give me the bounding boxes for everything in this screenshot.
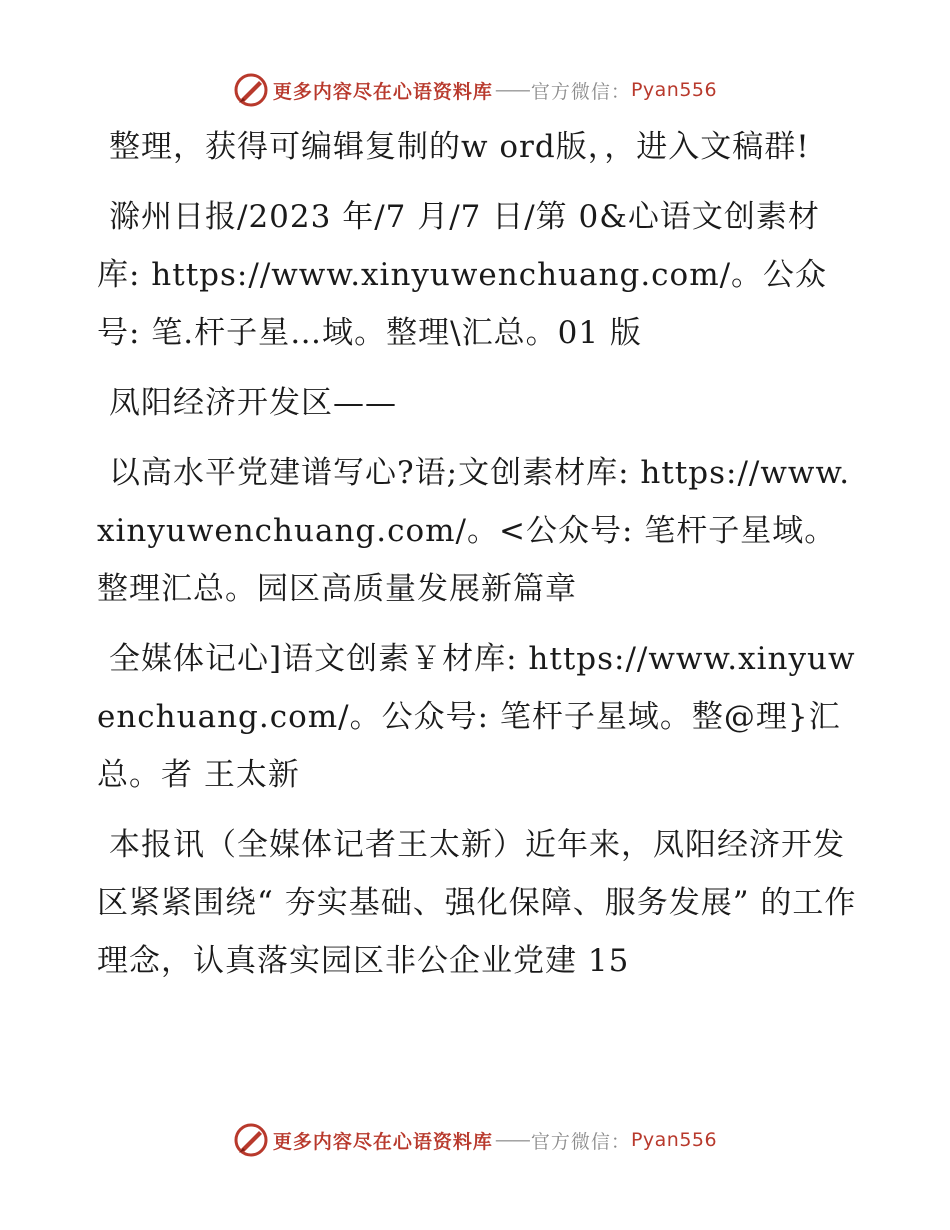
- banner-dash: ——: [494, 1129, 529, 1151]
- header-watermark-banner: [0, 70, 950, 110]
- quill-pen-logo-icon: [233, 72, 269, 108]
- paragraph-2: 滁州日报/2023 年/7 月/7 日/第 0&心语文创素材库: https://www.xinyuwenchuang.com/。公众号: 笔.杆子星…域。整理\汇总。01 版: [97, 199, 828, 351]
- banner-wechat-label: 官方微信：: [530, 1130, 631, 1153]
- document-body: [97, 118, 857, 1002]
- banner-main-text: 更多内容尽在心语资料库: [272, 80, 493, 103]
- paragraph-1: 整理，获得可编辑复制的w ord版，，进入文稿群!: [109, 129, 810, 165]
- banner-dash: ——: [494, 79, 529, 101]
- paragraph-5: 全媒体记心]语文创素￥材库: https://www.xinyuwenchuang.com/。公众号: 笔杆子星域。整@理}汇总。者 王太新: [97, 641, 856, 793]
- banner-wechat-label: 官方微信：: [530, 80, 631, 103]
- banner-main-text: 更多内容尽在心语资料库: [272, 1130, 493, 1153]
- paragraph-6: 本报讯（全媒体记者王太新）近年来，凤阳经济开发区紧紧围绕“ 夯实基础、强化保障、服务发展” 的工作理念，认真落实园区非公企业党建 15: [97, 827, 857, 979]
- footer-watermark-banner: [0, 1120, 950, 1160]
- paragraph-4: 以高水平党建谱写心?语;文创素材库: https://www.xinyuwenchuang.com/。<公众号: 笔杆子星域。整理汇总。园区高质量发展新篇章: [97, 455, 851, 607]
- banner-wechat-id: Pyan556: [630, 1129, 718, 1151]
- quill-pen-logo-icon: [233, 1122, 269, 1158]
- paragraph-3: 凤阳经济开发区——: [109, 385, 397, 421]
- banner-wechat-id: Pyan556: [630, 79, 718, 101]
